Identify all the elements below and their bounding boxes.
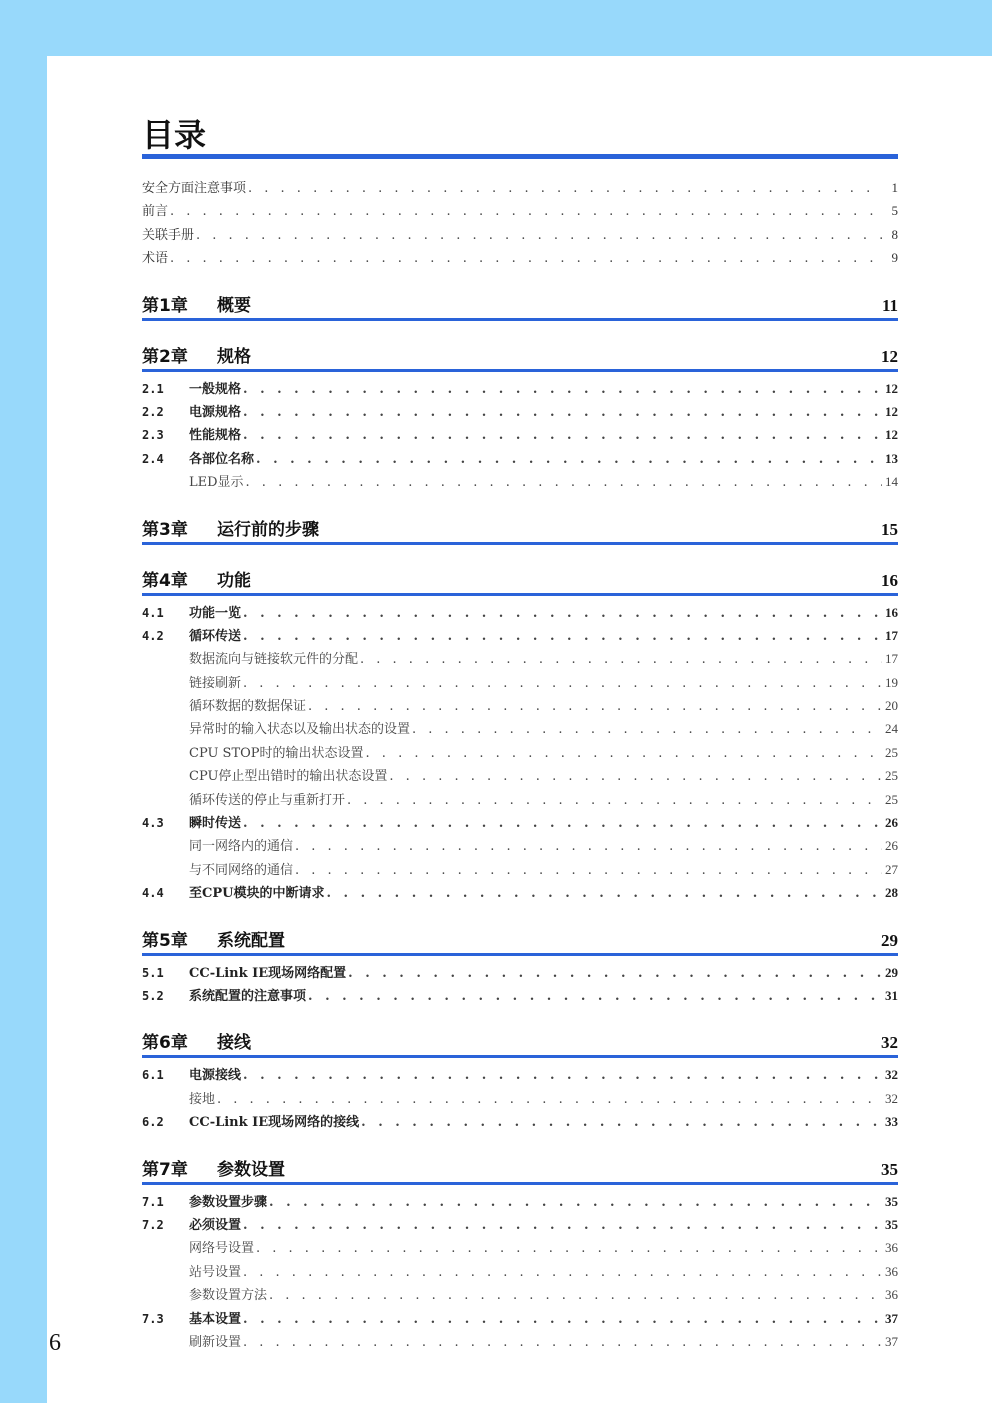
dot-leader bbox=[256, 448, 882, 471]
toc-entry[interactable] bbox=[142, 671, 898, 694]
dot-leader bbox=[243, 424, 882, 447]
dot-leader bbox=[361, 1111, 882, 1134]
toc-entry[interactable] bbox=[142, 647, 898, 670]
toc-entry[interactable] bbox=[142, 1307, 898, 1330]
entry-label: 术语 bbox=[142, 251, 169, 267]
entry-page: 8 bbox=[891, 226, 898, 242]
entry-page: 26 bbox=[885, 815, 898, 831]
chapter-rule bbox=[142, 369, 898, 372]
dot-leader bbox=[389, 765, 882, 788]
toc-entry[interactable] bbox=[142, 858, 898, 881]
entry-label: 电源规格 bbox=[189, 404, 242, 420]
section-number: 7.2 bbox=[142, 1217, 164, 1232]
chapter-heading[interactable] bbox=[142, 1027, 898, 1053]
entry-page: 35 bbox=[885, 1193, 898, 1209]
toc-entry[interactable] bbox=[142, 624, 898, 647]
entry-label: 系统配置的注意事项 bbox=[189, 988, 307, 1004]
toc-entry[interactable] bbox=[142, 694, 898, 717]
entry-label: 一般规格 bbox=[189, 381, 242, 397]
entry-label: 至CPU模块的中断请求 bbox=[189, 886, 325, 902]
entry-page: 16 bbox=[885, 604, 898, 620]
entry-page: 26 bbox=[885, 838, 898, 854]
toc-content bbox=[142, 115, 898, 1353]
entry-label: CC-Link IE现场网络配置 bbox=[189, 965, 347, 981]
chapter-heading[interactable] bbox=[142, 1154, 898, 1180]
chapter-title: 运行前的步骤 bbox=[217, 519, 319, 540]
entry-label: 各部位名称 bbox=[189, 451, 255, 467]
entry-label: 安全方面注意事项 bbox=[142, 181, 247, 196]
toc-entry[interactable] bbox=[142, 447, 898, 470]
entry-page: 1 bbox=[891, 180, 898, 195]
chapter-title: 参数设置 bbox=[217, 1159, 285, 1180]
entry-label: 前言 bbox=[142, 204, 169, 220]
entry-page: 36 bbox=[885, 1240, 898, 1256]
toc-entry[interactable] bbox=[142, 1283, 898, 1306]
entry-label: 参数设置方法 bbox=[189, 1288, 268, 1304]
chapter-title: 概要 bbox=[217, 295, 251, 316]
entry-page: 5 bbox=[891, 203, 898, 219]
entry-label: 接地 bbox=[189, 1091, 216, 1107]
chapter-rule bbox=[142, 542, 898, 545]
dot-leader bbox=[326, 882, 882, 905]
dot-leader bbox=[248, 177, 882, 200]
entry-page: 25 bbox=[885, 768, 898, 784]
entry-label: 同一网络内的通信 bbox=[189, 839, 294, 855]
entry-page: 17 bbox=[885, 651, 898, 667]
toc-entry[interactable] bbox=[142, 199, 898, 222]
dot-leader bbox=[269, 1191, 882, 1214]
chapter-number: 第4章 bbox=[142, 570, 188, 591]
dot-leader bbox=[243, 812, 882, 835]
dot-leader bbox=[217, 1088, 882, 1111]
entry-page: 12 bbox=[885, 403, 898, 419]
chapter-page: 15 bbox=[881, 519, 898, 539]
section-number: 6.1 bbox=[142, 1068, 164, 1083]
chapter-title: 规格 bbox=[217, 346, 251, 367]
toc-entry[interactable] bbox=[142, 741, 898, 764]
dot-leader bbox=[308, 985, 882, 1008]
entry-label: CC-Link IE现场网络的接线 bbox=[189, 1115, 360, 1131]
toc-entry[interactable] bbox=[142, 246, 898, 269]
entry-label: 关联手册 bbox=[142, 227, 195, 243]
section-number: 2.2 bbox=[142, 404, 164, 419]
chapter-rule bbox=[142, 593, 898, 596]
dot-leader bbox=[243, 625, 882, 648]
entry-label: LED显示 bbox=[189, 475, 244, 491]
dot-leader bbox=[246, 471, 882, 494]
section-number: 4.1 bbox=[142, 605, 164, 620]
dot-leader bbox=[196, 224, 882, 247]
chapter-number: 第2章 bbox=[142, 346, 188, 367]
entry-page: 36 bbox=[885, 1287, 898, 1303]
page-number: 6 bbox=[49, 1330, 61, 1356]
entry-label: 性能规格 bbox=[189, 428, 242, 444]
entry-label: CPU停止型出错时的输出状态设置 bbox=[189, 769, 388, 785]
toc-entry[interactable] bbox=[142, 470, 898, 493]
toc-entry[interactable] bbox=[142, 223, 898, 246]
entry-page: 12 bbox=[885, 427, 898, 443]
entry-page: 14 bbox=[885, 474, 898, 490]
entry-page: 25 bbox=[885, 791, 898, 807]
entry-label: 功能一览 bbox=[189, 605, 242, 621]
toc-entry[interactable] bbox=[142, 881, 898, 904]
entry-page: 27 bbox=[885, 861, 898, 877]
entry-label: 基本设置 bbox=[189, 1311, 242, 1327]
chapter-rule bbox=[142, 1182, 898, 1185]
toc-entry[interactable] bbox=[142, 176, 898, 199]
chapter-page: 12 bbox=[881, 346, 898, 366]
dot-leader bbox=[269, 1284, 882, 1307]
chapter-heading[interactable] bbox=[142, 514, 898, 540]
section-number: 7.3 bbox=[142, 1311, 164, 1326]
chapter-title: 接线 bbox=[217, 1033, 251, 1054]
toc-entry[interactable] bbox=[142, 811, 898, 834]
entry-page: 32 bbox=[885, 1067, 898, 1083]
entry-label: 必须设置 bbox=[189, 1217, 242, 1233]
chapter-heading[interactable] bbox=[142, 290, 898, 316]
toc-entry[interactable] bbox=[142, 961, 898, 984]
entry-page: 36 bbox=[885, 1263, 898, 1279]
section-number: 6.2 bbox=[142, 1115, 164, 1130]
entry-label: 数据流向与链接软元件的分配 bbox=[189, 652, 359, 668]
toc-entry[interactable] bbox=[142, 1330, 898, 1353]
dot-leader bbox=[360, 648, 882, 671]
dot-leader bbox=[347, 789, 882, 812]
dot-leader bbox=[366, 742, 882, 765]
page-title: 目录 bbox=[142, 116, 207, 154]
toc-entry[interactable] bbox=[142, 601, 898, 624]
section-number: 5.1 bbox=[142, 965, 164, 980]
entry-page: 20 bbox=[885, 698, 898, 714]
toc-entry[interactable] bbox=[142, 1110, 898, 1133]
entry-label: CPU STOP时的输出状态设置 bbox=[189, 745, 364, 761]
toc-entry[interactable] bbox=[142, 717, 898, 740]
entry-page: 9 bbox=[891, 250, 898, 266]
chapter-list bbox=[142, 290, 898, 1354]
chapter-rule bbox=[142, 1055, 898, 1058]
chapter-page: 35 bbox=[881, 1159, 898, 1179]
toc-entry[interactable] bbox=[142, 423, 898, 446]
entry-label: 网络号设置 bbox=[189, 1241, 255, 1257]
entry-label: 循环传送 bbox=[189, 628, 242, 644]
entry-page: 31 bbox=[885, 987, 898, 1003]
chapter-heading[interactable] bbox=[142, 565, 898, 591]
entry-page: 33 bbox=[885, 1114, 898, 1130]
entry-label: 链接刷新 bbox=[189, 675, 242, 691]
toc-entry[interactable] bbox=[142, 400, 898, 423]
chapter-heading[interactable] bbox=[142, 925, 898, 951]
chapter-number: 第1章 bbox=[142, 295, 188, 316]
toc-entry[interactable] bbox=[142, 788, 898, 811]
dot-leader bbox=[243, 1064, 882, 1087]
chapter-page: 32 bbox=[881, 1033, 898, 1053]
toc-entry[interactable] bbox=[142, 1063, 898, 1086]
side-color-band bbox=[0, 0, 47, 1403]
chapter-title: 功能 bbox=[217, 570, 251, 591]
chapter-heading[interactable] bbox=[142, 341, 898, 367]
chapter-page: 29 bbox=[881, 930, 898, 950]
chapter-page: 16 bbox=[881, 570, 898, 590]
entry-label: 循环数据的数据保证 bbox=[189, 699, 307, 715]
section-number: 7.1 bbox=[142, 1194, 164, 1209]
section-number: 2.3 bbox=[142, 428, 164, 443]
chapter-rule bbox=[142, 953, 898, 956]
dot-leader bbox=[243, 672, 882, 695]
toc-entry[interactable] bbox=[142, 377, 898, 400]
dot-leader bbox=[243, 1214, 882, 1237]
entry-label: 瞬时传送 bbox=[189, 816, 242, 832]
entry-page: 29 bbox=[885, 964, 898, 980]
dot-leader bbox=[412, 718, 882, 741]
entry-label: 异常时的输入状态以及输出状态的设置 bbox=[189, 722, 411, 738]
dot-leader bbox=[243, 378, 882, 401]
entry-label: 电源接线 bbox=[189, 1068, 242, 1084]
dot-leader bbox=[170, 247, 882, 270]
entry-page: 13 bbox=[885, 450, 898, 466]
chapter-rule bbox=[142, 318, 898, 321]
chapter-number: 第3章 bbox=[142, 519, 188, 540]
chapter-page: 11 bbox=[881, 295, 898, 315]
chapter-number: 第6章 bbox=[142, 1033, 188, 1054]
chapter-number: 第7章 bbox=[142, 1159, 188, 1180]
dot-leader bbox=[256, 1237, 882, 1260]
entry-page: 28 bbox=[885, 885, 898, 901]
section-number: 5.2 bbox=[142, 988, 164, 1003]
chapter-title: 系统配置 bbox=[217, 930, 285, 951]
entry-page: 19 bbox=[885, 674, 898, 690]
dot-leader bbox=[348, 962, 882, 985]
entry-label: 站号设置 bbox=[189, 1264, 242, 1280]
entry-label: 与不同网络的通信 bbox=[189, 862, 294, 878]
dot-leader bbox=[170, 200, 882, 223]
entry-label: 刷新设置 bbox=[189, 1334, 242, 1350]
dot-leader bbox=[243, 602, 882, 625]
entry-label: 循环传送的停止与重新打开 bbox=[189, 792, 346, 808]
dot-leader bbox=[243, 1308, 882, 1331]
toc-entry[interactable] bbox=[142, 1213, 898, 1236]
toc-entry[interactable] bbox=[142, 984, 898, 1007]
toc-entry[interactable] bbox=[142, 1190, 898, 1213]
toc-entry[interactable] bbox=[142, 834, 898, 857]
dot-leader bbox=[308, 695, 882, 718]
entry-page: 37 bbox=[885, 1310, 898, 1326]
entry-page: 24 bbox=[885, 721, 898, 737]
entry-page: 32 bbox=[885, 1090, 898, 1106]
section-number: 2.4 bbox=[142, 451, 164, 466]
front-matter-list bbox=[142, 176, 898, 270]
dot-leader bbox=[295, 835, 882, 858]
entry-page: 17 bbox=[885, 627, 898, 643]
toc-entry[interactable] bbox=[142, 1087, 898, 1110]
section-number: 4.2 bbox=[142, 628, 164, 643]
section-number: 4.4 bbox=[142, 886, 164, 901]
entry-page: 37 bbox=[885, 1333, 898, 1349]
toc-entry[interactable] bbox=[142, 764, 898, 787]
entry-page: 25 bbox=[885, 744, 898, 760]
entry-label: 参数设置步骤 bbox=[189, 1194, 268, 1210]
dot-leader bbox=[295, 859, 882, 882]
chapter-number: 第5章 bbox=[142, 930, 188, 951]
title-rule bbox=[142, 154, 898, 159]
dot-leader bbox=[243, 1261, 882, 1284]
section-number: 4.3 bbox=[142, 816, 164, 831]
dot-leader bbox=[243, 401, 882, 424]
entry-page: 12 bbox=[885, 380, 898, 396]
toc-entry[interactable] bbox=[142, 1236, 898, 1259]
top-color-band bbox=[0, 0, 992, 56]
dot-leader bbox=[243, 1331, 882, 1354]
entry-page: 35 bbox=[885, 1216, 898, 1232]
toc-entry[interactable] bbox=[142, 1260, 898, 1283]
section-number: 2.1 bbox=[142, 381, 164, 396]
